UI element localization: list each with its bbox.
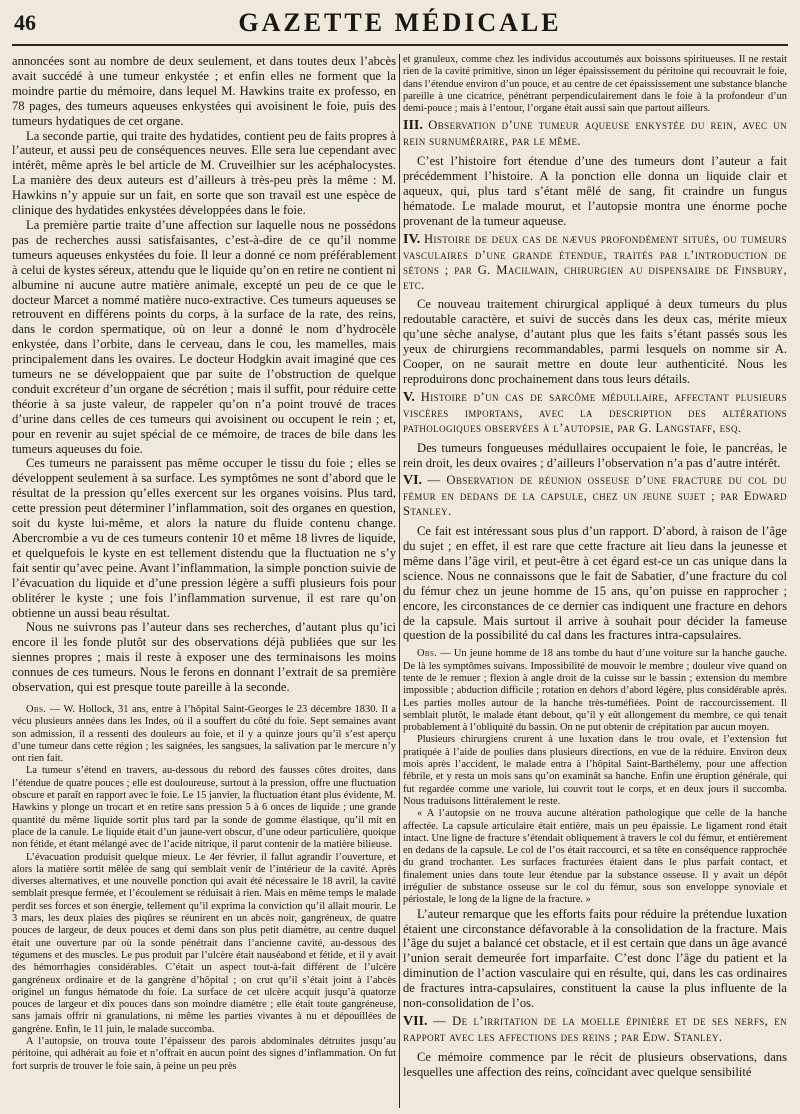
page-header [12,4,788,46]
section-number: VII. [403,1013,428,1029]
paragraph: Ce nouveau traitement chirurgical appliqué à deux tumeurs du plus redoutable caractère, et suivi de succès dans les deux cas, mérite mieux qu’une sèche analyse, d’autant plus que les faits s’étant passés sous les yeux de chirurgiens recommandables, parmi lesquels on nomme sir A. Cooper, on ne saurait mettre en doute leur authenticité. Nous les reproduirons donc prochainement dans tous leurs détails. [403,297,787,386]
left-column [12,54,396,1108]
section-heading-iii [403,118,787,149]
observation-label: Obs. [417,648,438,660]
observation-paragraph: L’évacuation produisit quelque mieux. Le 4er février, il fallut agrandir l’ouverture, et alors la matière sortit mêlée de sang qui semblait venir de l’intérieur de la cavité. Après diverses alternatives, et une nouvelle ponction qui avait été nécessaire le 18 avril, la cavité semblait presque fermée, et l’écoulement se réduisait à rien. Mais en même temps le malade perdit ses forces et son énergie, tellement qu’il exprima la conviction qu’il allait mourir. Le 3 mars, les deux plaies des piqûres se réunirent en un abcès noir, gangréneux, de quatre pouces de largeur, de deux pouces et demi dans son plus petit diamètre, au centre duquel était une ouverture par où la sonde pénétrait dans l’ancienne cavité, au-dessous des tégumens et des muscles. Le pus produit par l’ulcère était nauséabond et fétide, et il y avait des hémorrhagies considérables. C’était un aspect tout-à-fait différent de l’ulcère gangréneux ordinaire et de la gangrène d’hôpital ; on crut qu’il s’était joint à l’abcès originel un fungus hématode du foie. La surface de cet ulcère acquit jusqu’à quatorze pouces de largeur et dix pouces dans son moindre diamètre ; elle était toute gangréneuse, sans jamais offrir ni granulations, ni même les parties vivantes à nu et dépouillées de gangrène. Enfin, le 11 juin, le malade succomba. [12,851,396,1035]
observation-text: — W. Hollock, 31 ans, entre à l’hôpital Saint-Georges le 23 décembre 1830. Il a vécu plusieurs années dans les Indes, où il a souffert du côté du foie. Sept semaines avant son admission, il a ressenti des douleurs au foie, et il y a quinze jours qu’il s’est aperçu d’une tumeur dans cette région ; les saignées, les sangsues, la salivation par le mercure n’y ont rien fait. [12,703,396,765]
observation-text: — Un jeune homme de 18 ans tombe du haut d’une voiture sur la hanche gauche. De là les symptômes suivans. Impossibilité de mouvoir le membre ; douleur vive quand on tente de le remuer ; flexion à angle droit de la cuisse sur le bassin ; extension du membre impossible ; abduction difficile ; rotation en dehors d’abord légère, plus considérable après. Les parties molles autour de la hanche très-tuméfiées. Point de raccourcissement. Il semblait plutôt, le malade étant debout, qu’il y eût allongement du membre, ce qui tenait probablement à l’obliquité du bassin. On ne put obtenir de crépitation par aucun moyen. [403,648,787,734]
paragraph: Ces tumeurs ne paraissent pas même occuper le tissu du foie ; elles se développent seulement à sa surface. Les symptômes ne sont d’abord que le résultat de la pression qu’elles exercent sur les organes voisins. Plus tard, cette pression peut déterminer l’inflammation, soit des organes en question, soit du kyste lui-même, et alors la nature du fluide contenu change. Abercrombie a vu de ces tumeurs contenir 10 et même 18 livres de liquide, et quelquefois le kyste en est tellement distendu que la fluctuation ne s’y fait sentir qu’avec peine. Avant l’inflammation, la simple ponction suivie de l’évacuation du liquide et d’une pression légère a suffi plusieurs fois pour oblitérer le kyste ; une fois l’inflammation survenue, il est rare qu’on obtienne un aussi beau résultat. [12,456,396,620]
observation-paragraph: A l’autopsie, on trouva toute l’épaisseur des parois abdominales détruites jusqu’au péritoine, qui adhérait au foie et n’offrait en aucun point des signes d’inflammation. On fut fort surpris de trouver le foie sain, à peine un peu près [12,1035,396,1072]
paragraph: Des tumeurs fongueuses médullaires occupaient le foie, le pancréas, le rein droit, les deux ovaires ; d’ailleurs l’observation n’a pas d’autre intérêt. [403,440,787,470]
paragraph: annoncées sont au nombre de deux seulement, et dans toutes deux l’abcès avait succédé à une tumeur enkystée ; et enfin elles ne forment que la moindre partie du mémoire, dans lequel M. Hawkins traite ex professo, en 78 pages, des tumeurs aqueuses enkystées qui avoisinent le foie, puis des tumeurs hydatiques de cet organe. [12,54,396,128]
section-number: IV. [403,231,421,247]
section-title: — Observation de réunion osseuse d’une fracture du col du fémur en dedans de la capsule, chez un jeune sujet ; par Edward Stanley. [403,473,787,519]
observation-paragraph: La tumeur s’étend en travers, au-dessous du rebord des fausses côtes droites, dans l’étendue de quatre pouces ; elle est douloureuse, surtout à la pression, offre une fluctuation obscure et paraît en rapport avec le foie. Le 15 janvier, la fluctuation étant plus évidente, M. Hawkins y plonge un trocart et en retire sans pression 5 à 6 onces de liquide ; une grande quantité du même liquide sortit plus tard par la sonde de gomme élastique, qu’il mit en place de la canule. Le liquide était d’un jaune-vert obscur, d’une odeur particulière, quoique non fétide, et étant mélangé avec de l’acide nitrique, il parut contenir de la matière bilieuse. [12,765,396,851]
observation-label: Obs. [26,703,47,715]
observation-paragraph [403,648,787,734]
paragraph: La seconde partie, qui traite des hydatides, contient peu de faits propres à l’auteur, et aussi peu de conséquences neuves. Elle sera lue cependant avec intérêt, même après le bel article de M. Cruveilhier sur les acéphalocystes. La manière des deux auteurs est d’ailleurs à très-peu près la même : M. Hawkins n’y appuie sur un fait, en sorte que son travail est une espèce de clinique des hydatides enkystées développées dans le foie. [12,128,396,218]
section-title: — De l’irritation de la moelle épinière et de ses nerfs, en rapport avec les affections des reins ; par Edw. Stanley. [403,1013,787,1044]
section-title: Histoire de deux cas de nævus profondément situés, ou tumeurs vasculaires d’une grande étendue, traités par l’introduction de sétons ; par G. Macilwain, chirurgien au dispensaire de Finsbury, etc. [403,231,787,292]
section-title: Histoire d’un cas de sarcôme médullaire, affectant plusieurs viscères importans, avec la description des altérations pathologiques observées à l’autopsie, par G. Langstaff, esq. [403,389,787,435]
page-number: 46 [14,10,36,35]
paragraph: Ce mémoire commence par le récit de plusieurs observations, dans lesquelles une affection des reins, coïncidant avec quelque sensibilité [403,1049,787,1079]
section-number: III. [403,118,423,134]
paragraph: L’auteur remarque que les efforts faits pour réduire la prétendue luxation étaient une circonstance défavorable à la consolidation de la fracture. Mais l’âge du sujet a balancé cet obstacle, et il est certain que dans un âge avancé l’union serait demeurée fort imparfaite. C’est donc l’âge du patient et la diminution de l’action vasculaire qui en résulte, qui, dans les cas ordinaires de fractures intra-capsulaires, constituent la cause la plus influente de la non-consolidation de l’os. [403,906,787,1011]
section-heading-iv [403,232,787,293]
observation-paragraph: Plusieurs chirurgiens crurent à une luxation dans le trou ovale, et l’extension fut pratiquée à l’aide de poulies dans plusieurs directions, en vue de la réduire. Environ deux mois après l’accident, le malade entra à l’hôpital Saint-Barthélemy, pour une affection fébrile, et y resta un mois sans qu’on examinât sa hanche. Enfin une éruption générale, qui fut regardée comme une variole, lui couvrit tout le corps, et en deux jours il succomba. Nous traduisons littéralement le reste. [403,734,787,807]
paragraph: La première partie traite d’une affection sur laquelle nous ne possédons pas de recherches aussi satisfaisantes, c’est-à-dire de ce qu’il nomme tumeurs aqueuses enkystées du foie. Il leur a donné ce nom préférablement à celui de kystes séreux, attendu que le liquide qu’on en retire ne contient ni albumine ni aucune autre matière animale, excepté un peu de ce que le docteur Marcet a nommé matière nuco-extractive. Ces tumeurs aqueuses se retrouvent en différens points du corps, à la surface de la rate, des reins, dans le cordon spermatique, où on leur a donné le nom d’hydrocèle enkystée, dans l’orbite, dans le cerveau, dans le cou, les mamelles, mais principalement dans les ovaires. Le docteur Hodgkin avait imaginé que ces tumeurs ne se développaient que par suite de l’obstruction de quelque conduit excréteur d’un organe de sécrétion ; mais il suffit, pour réduire cette théorie à sa juste valeur, de rappeler qu’on n’a point trouvé de traces d’urine dans celles de ces tumeurs qui avoisinent ou occupent le rein ; et, pour en revenir au sujet spécial de ce mémoire, de traces de bile dans les tumeurs aqueuses du foie. [12,217,396,456]
column-divider [399,54,400,1108]
observation-paragraph [12,704,396,765]
right-column [403,54,787,1108]
section-number: VI. [403,473,423,489]
section-heading-vi [403,473,787,519]
paragraph: Nous ne suivrons pas l’auteur dans ses recherches, d’autant plus qu’ici encore il les fonde plutôt sur des observations déjà publiées que sur les siennes propres ; mais il reste à exposer une des terminaisons les moins connues de ces tumeurs. Nous le ferons en donnant l’extrait de sa première observation, qui est presque toute pareille à la seconde. [12,620,396,695]
observation-paragraph: et granuleux, comme chez les individus accoutumés aux boissons spiritueuses. Il ne restait rien de la cavité primitive, sinon un léger épaississement du péritoine qui recouvrait le foie, dans l’étendue environ d’un pouce, et au centre de cet épaississement une substance blanche pareille à une cicatrice, pénétrant perpendiculairement dans le foie à la profondeur d’un demi-pouce ; mais à l’entour, l’organe était aussi sain que partout ailleurs. [403,54,787,115]
section-heading-vii [403,1014,787,1045]
section-heading-v [403,390,787,436]
observation-paragraph: « A l’autopsie on ne trouva aucune altération pathologique que celle de la hanche affectée. La capsule articulaire était entière, mais un peu épaissie. Le ligament rond était intact. Une ligne de fracture s’étendait obliquement à travers le col du fémur, et entièrement en dedans de la capsule. Le col de l’os était raccourci, et sa tête en conséquence rapprochée du grand trochanter. Les surfaces fracturées étaient dans le plus parfait contact, et finalement unies dans toute leur étendue par la substance osseuse. Il y avait un dépôt irrégulier de substance osseuse sur le col du fémur, sous son enveloppe synoviale et périostale, le long de la ligne de la fracture. » [403,808,787,906]
journal-title: GAZETTE MÉDICALE [238,8,562,37]
journal-page [12,4,788,1108]
paragraph: Ce fait est intéressant sous plus d’un rapport. D’abord, à raison de l’âge du sujet ; en effet, il est rare que cette fracture ait lieu dans la jeunesse et même dans l’âge viril, et peut-être à cet égard est-ce un cas unique dans la science. Nous ne connaissons que le fait de Sabatier, d’une fracture du col du fémur chez un jeune homme de 15 ans, qu’on puisse en rapprocher ; encore, les circonstances de ce dernier cas indiquent une fracture en dehors de la capsule. Mais surtout il arrive à souhait pour décider la fameuse question de la possibilité du cal dans les fractures intra-capsulaires. [403,524,787,643]
text-columns [12,54,788,1108]
paragraph: C’est l’histoire fort étendue d’une des tumeurs dont l’auteur a fait précédemment l’histoire. A la ponction elle donna un liquide clair et aqueux, qui, plus tard s’étant mêlé de sang, fit craindre un fungus hématode. Le malade mourut, et l’autopsie montra une énorme poche provenant de la tumeur aqueuse. [403,154,787,228]
section-number: V. [403,389,415,405]
section-title: Observation d’une tumeur aqueuse enkystée du rein, avec un rein surnuméraire, par le même. [403,118,787,149]
